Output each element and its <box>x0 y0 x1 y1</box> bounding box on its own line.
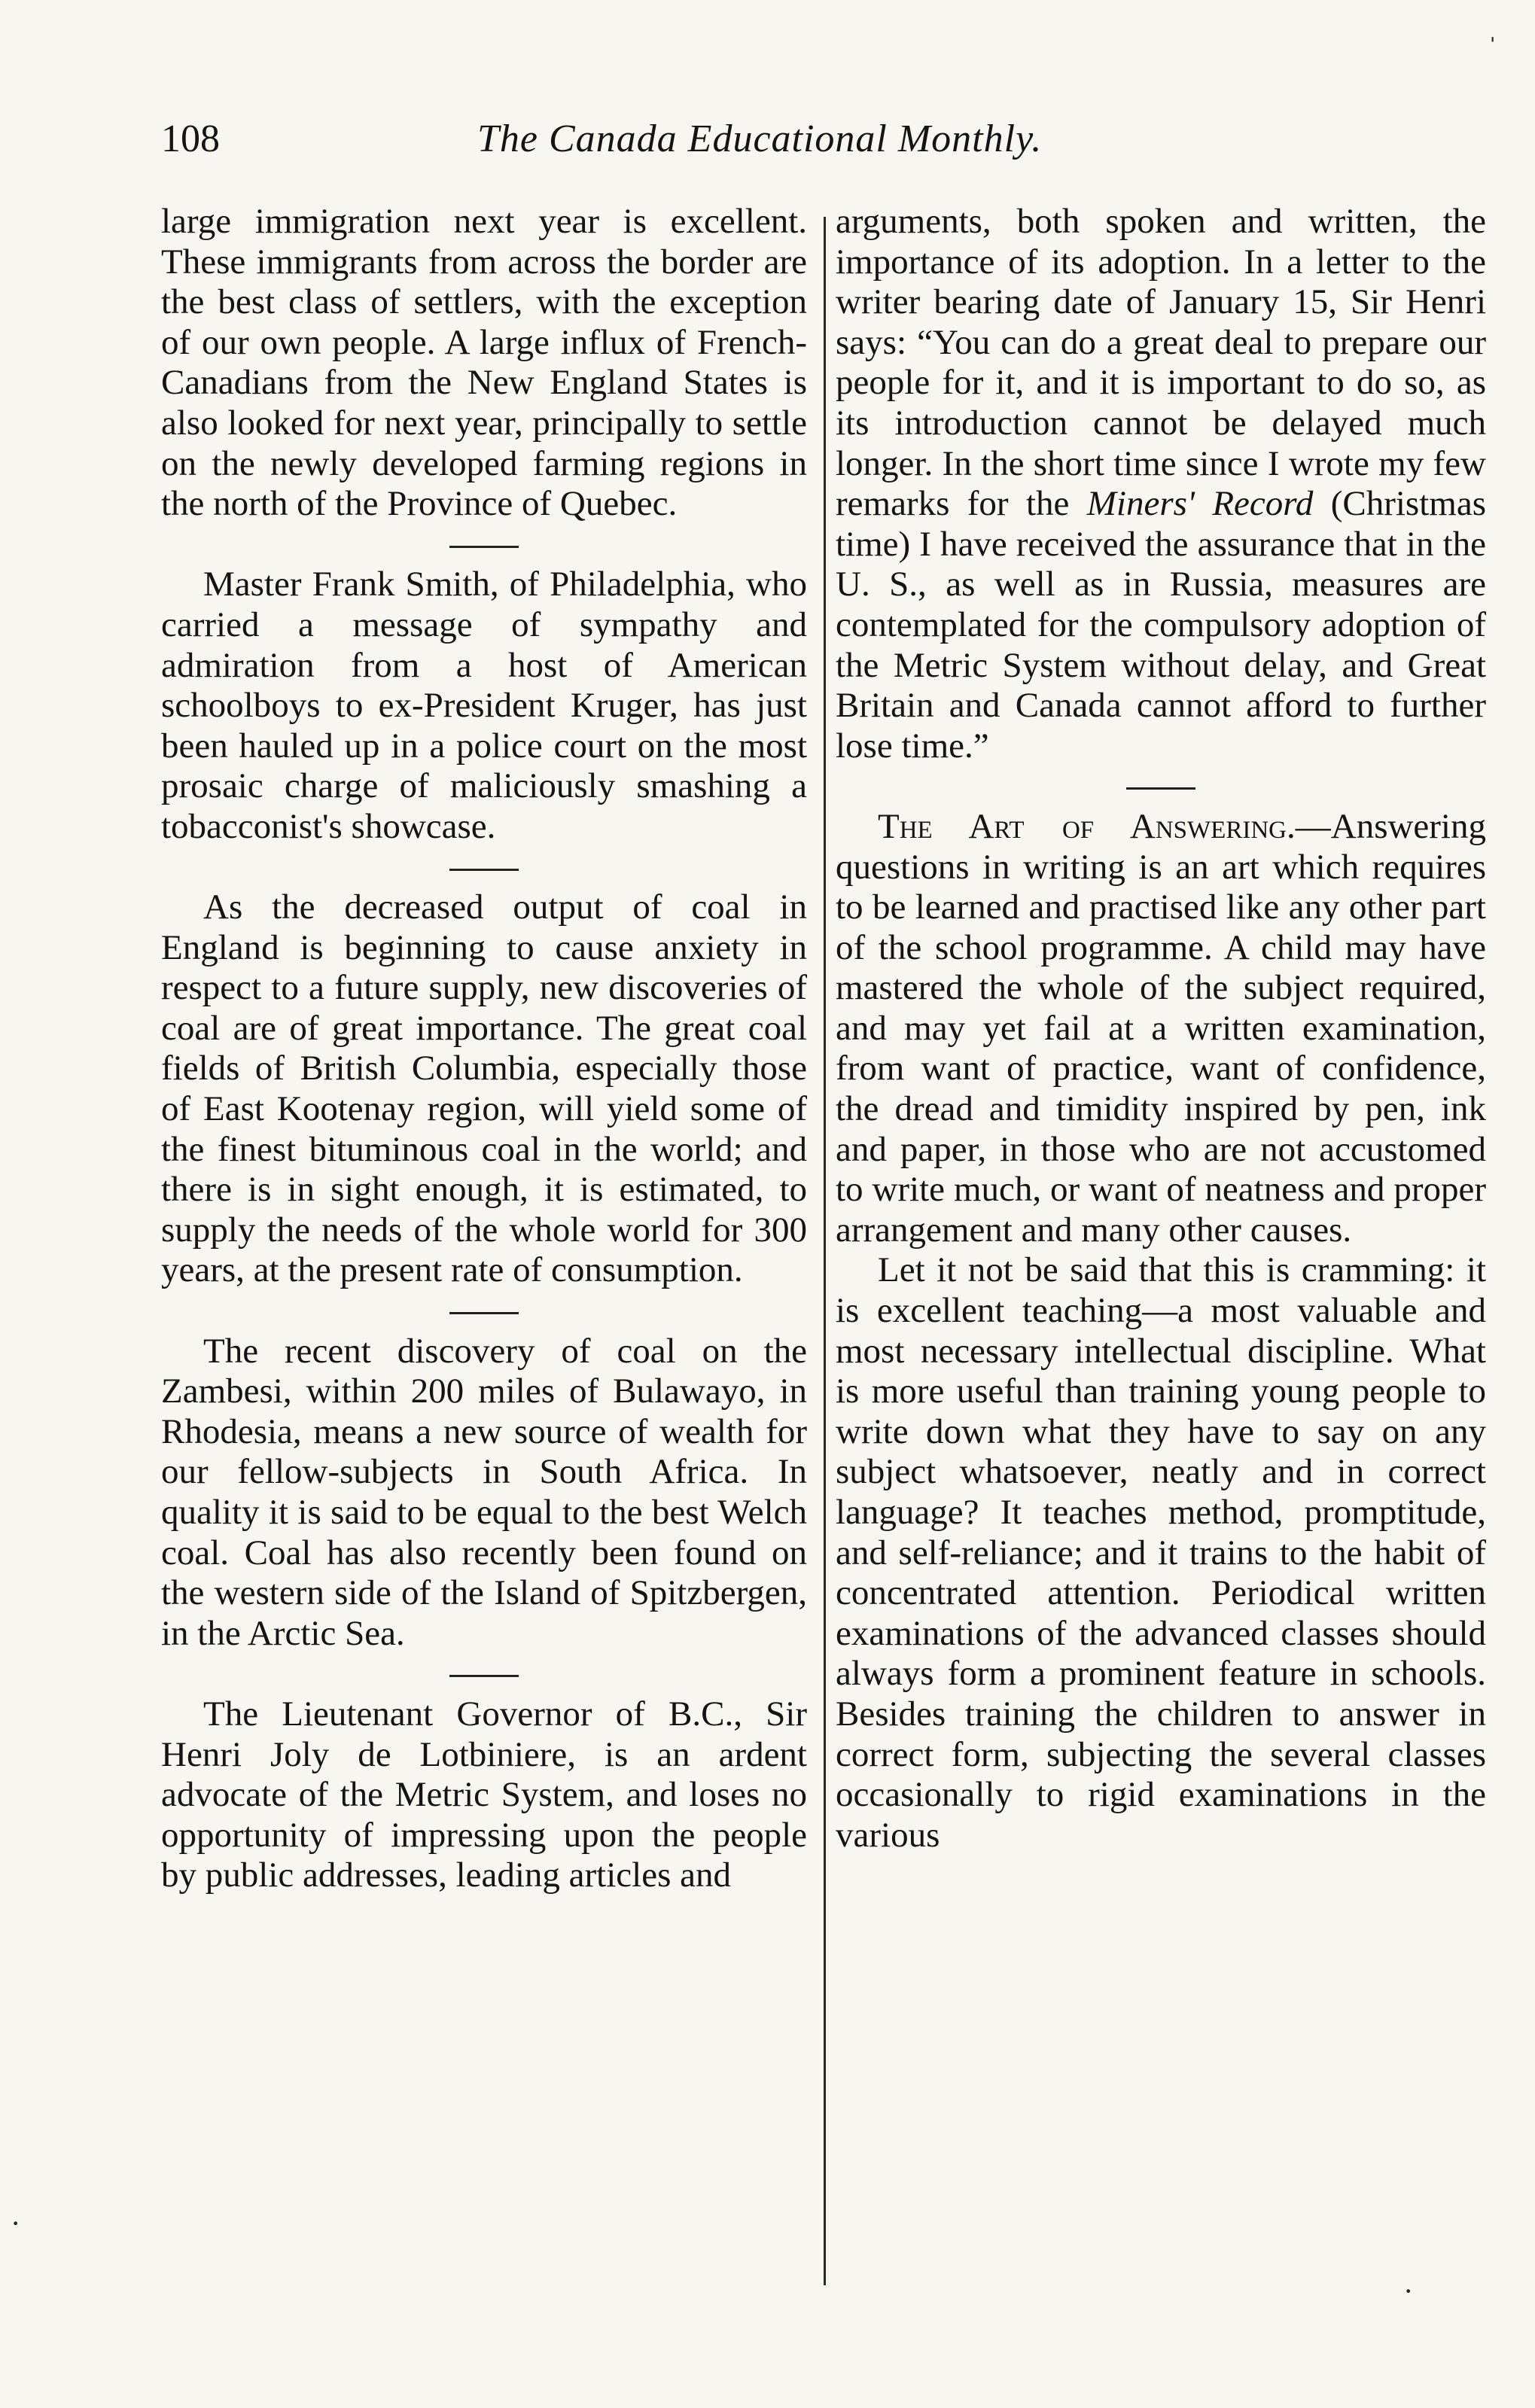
scan-mark: · <box>1403 2274 1414 2308</box>
section-separator <box>836 766 1486 807</box>
column-divider <box>824 217 826 2285</box>
art-of-answering-body: —Answering questions in writing is an art which requires to be learned and practised like any other part of the school programme. A child may have mastered the whole of the subject required, and may yet fail at a written examination, from want of practice, want of confidence, the dread and timidity inspired by pen, ink and paper, in those who are not accustomed to write much, or want of neatness and proper arrangement and many other causes. <box>836 806 1486 1250</box>
section-separator <box>161 1654 807 1694</box>
paragraph-coal-output: As the decreased output of coal in England is beginning to cause anxiety in respect to a future supply, new discoveries of coal are of great importance. The great coal fields of British Columbia, especially those of East Kootenay region, will yield some of the finest bituminous coal in the world; and there is in sight enough, it is estimated, to supply the needs of the whole world for 300 years, at the present rate of consumption. <box>161 887 807 1290</box>
journal-title: The Canada Educational Monthly. <box>477 117 1043 160</box>
paragraph-lieutenant-governor: The Lieutenant Governor of B.C., Sir Henri Joly de Lotbiniere, is an ardent advocate of the Metric System, and loses no opportunity of impressing upon the people by public addresses, leading articles and <box>161 1694 807 1895</box>
section-separator <box>161 525 807 565</box>
miners-record-title: Miners' Record <box>1086 484 1314 524</box>
paragraph-zambesi-coal: The recent discovery of coal on the Zambesi, within 200 miles of Bulawayo, in Rhodesia, means a new source of wealth for our fellow-subjects in South Africa. In quality it is said to be equal to the best Welch coal. Coal has also recently been found on the western side of the Island of Spitzbergen, in the Arctic Sea. <box>161 1331 807 1653</box>
metric-letter-text-b: (Christmas time) I have received the assurance that in the U. S., as well as in Russia, measures are contemplated for the compulsory adoption of the Metric System without delay, and Great Britain and Canada cannot afford to further lose time.” <box>836 484 1486 766</box>
scan-mark: ˌ <box>1488 8 1498 42</box>
right-column <box>836 202 1486 1855</box>
paragraph-metric-letter <box>836 202 1486 766</box>
running-header <box>161 113 1336 173</box>
paragraph-art-of-answering <box>836 807 1486 1251</box>
paragraph-immigration: large immigration next year is excellent. These immigrants from across the border are the best class of settlers, with the exception of our own people. A large influx of French-Canadians from the New England States is also looked for next year, principally to settle on the newly developed farming regions in the north of the Province of Quebec. <box>161 202 807 524</box>
metric-letter-text-a: arguments, both spoken and written, the importance of its adoption. In a letter to the writer bearing date of January 15, Sir Henri says: “You can do a great deal to prepare our people for it, and it is important to do so, as its introduction cannot be delayed much longer. In the short time since I wrote my few remarks for the <box>836 202 1486 524</box>
art-of-answering-heading: The Art of Answering. <box>878 806 1296 846</box>
page-number: 108 <box>161 117 220 160</box>
paragraph-frank-smith: Master Frank Smith, of Philadelphia, who carried a message of sympathy and admiration from a host of American schoolboys to ex-President Kruger, has just been hauled up in a police court on the most prosaic charge of maliciously smashing a tobacconist's showcase. <box>161 565 807 846</box>
scan-mark: · <box>11 2206 21 2240</box>
left-column <box>161 202 807 1896</box>
section-separator <box>161 1291 807 1332</box>
paragraph-cramming: Let it not be said that this is cramming: it is excellent teaching—a most valuable and most necessary intellectual discipline. What is more useful than training young people to write down what they have to say on any subject whatsoever, neatly and in correct language? It teaches method, promptitude, and self-reliance; and it trains to the habit of concentrated attention. Periodical written examinations of the advanced classes should always form a prominent feature in schools. Besides training the children to answer in correct form, subjecting the several classes occasionally to rigid examinations in the various <box>836 1250 1486 1855</box>
section-separator <box>161 848 807 888</box>
